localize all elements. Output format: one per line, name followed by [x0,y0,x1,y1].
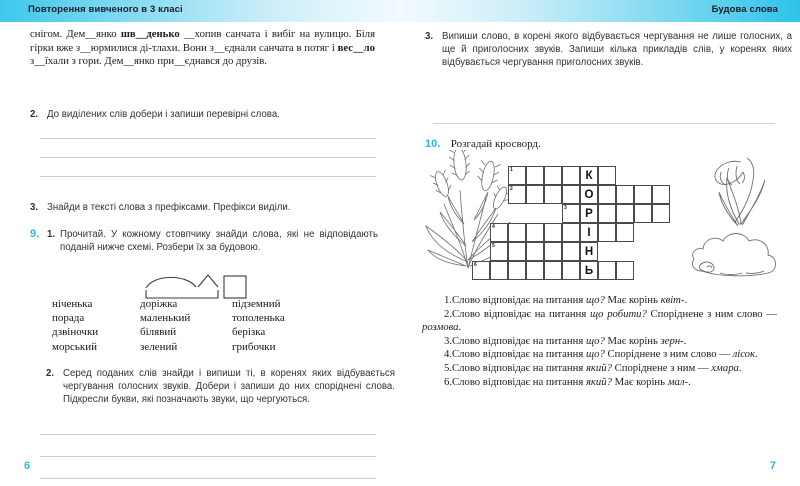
word-columns [52,297,382,354]
word-item: доріжка [140,298,178,310]
task-3-right-number: 3. [425,31,434,42]
crossword-cell[interactable] [562,185,580,204]
task-2-text: До виділених слів добери і запиши перевірні слова. [47,109,280,120]
clue-question: який? [585,361,612,374]
clue-text-before: Слово відповідає на питання [452,307,590,320]
highlighted-word-2: вес__ло [337,41,375,54]
crossword-clue-number: 4 [492,224,495,230]
crossword-key-letter: К [585,169,593,182]
clue-question: що робити? [589,307,647,320]
word-item: маленький [140,312,191,325]
crossword-clue-item [422,335,777,349]
clue-text-after: . [458,321,462,334]
word-column-1 [52,297,140,354]
crossword-clue-number: 6 [474,262,477,268]
crossword-clue-item [422,376,777,390]
clue-number: 5. [444,361,453,374]
crossword-cell[interactable] [562,261,580,280]
crossword-cell[interactable] [598,204,616,223]
answer-line[interactable] [40,478,376,479]
crossword-clue-number: 3 [564,205,567,211]
exercise-9-sub2-number: 2. [46,368,55,379]
answer-line[interactable] [40,176,376,177]
clue-question: що? [585,294,605,306]
crossword-key-letter: Ь [584,264,594,277]
crossword-cell[interactable] [616,261,634,280]
crossword-cell[interactable] [526,242,544,261]
clue-answer: хмара [711,361,739,374]
word-column-2 [140,297,232,354]
clue-answer: зерн- [660,334,684,347]
clue-text-before: Слово відповідає на питання [452,294,586,306]
clue-text-mid: Має корінь [604,334,661,347]
continued-text-part3: __хопив санчата і вибіг на вулицю. Біля гірки вже з__юрмилися ді-тлахи. Вони з__єднали санчата в потяг і [30,28,375,54]
word-item: підземний [232,298,281,310]
crossword-cell[interactable] [544,242,562,261]
task-3-right-text: Випиши слово, в корені якого відбувається чергування не лише голосних, а ще й приголосних звуків. Запиши кілька прикладів слів, у коренях яких відбувається чергування приголосних звуків. [442,31,792,69]
task-2-left [30,108,392,121]
crossword-cell[interactable] [598,223,616,242]
crossword-cell[interactable] [544,223,562,242]
word-item: берізка [232,326,266,339]
word-item: дзвіночки [52,326,99,339]
continued-text-part1: снігом. Дем [30,28,86,40]
clue-text-after: . [683,334,687,347]
clue-text-before: Слово відповідає на питання [452,361,586,374]
exercise-10-title: Розгадай кросворд. [450,138,541,150]
crossword-clue-number: 1 [510,167,513,173]
crossword-key-letter: Р [585,207,593,220]
exercise-9-sub2 [46,367,395,407]
word-item: тополенька [232,312,285,325]
continued-text-part4: з__їхали з гори. Дем__янко при__єднався до друзів. [30,55,267,68]
crossword-cell[interactable] [526,166,544,185]
clue-question: що? [585,334,605,347]
crossword-cell[interactable] [652,204,670,223]
clue-question: що? [585,348,605,361]
crossword-key-letter: Н [584,245,594,258]
crossword-cell[interactable] [616,185,634,204]
word-item: порада [52,312,85,325]
crossword-key-letter: О [584,188,594,201]
word-item: білявий [140,326,177,339]
word-column-3 [232,297,342,354]
crossword-cell[interactable] [634,185,652,204]
answer-lines-task-3-right[interactable] [433,123,775,124]
clue-text-mid: Споріднене з ним слово — [646,307,777,320]
crossword-cell[interactable] [490,223,508,242]
crossword-cell[interactable] [526,261,544,280]
clue-text-after: . [684,294,688,306]
right-page [400,22,800,486]
crossword-cell[interactable] [508,166,526,185]
exercise-9-sub2-text: Серед поданих слів знайди і випиши ті, в коренях яких відбувається чергування голосних звуків. Добери і запиши до них споріднені слова. Підкресли букви, які позначають звуки, що чергуються. [63,368,395,406]
clue-number: 2. [444,307,453,320]
crossword-clue-item [422,294,777,308]
word-item: ніченька [52,298,93,310]
task-2-number: 2. [30,109,39,120]
crossword-clue-item [422,362,777,376]
task-3-number: 3. [30,202,39,213]
crossword-cell[interactable] [616,223,634,242]
word-item: зелений [140,340,178,353]
exercise-9-sub1-text: Прочитай. У кожному стовпчику знайди слова, які не відповідають поданій нижче схемі. Розбери їх за будовою. [60,229,378,254]
clue-answer: квіт- [660,294,685,306]
crossword-cell[interactable] [544,166,562,185]
crossword-grid[interactable] [474,166,728,286]
exercise-10-badge: 10. [425,138,441,150]
page-number-right: 7 [769,460,776,472]
crossword-cell[interactable] [598,166,616,185]
crossword-cell[interactable] [490,261,508,280]
crossword-clue-item [422,308,777,335]
crossword-cell[interactable] [508,242,526,261]
letter-gap-1: __ [85,28,96,40]
answer-lines-task-2[interactable] [40,138,376,177]
crossword-cell[interactable] [526,185,544,204]
task-3-left [30,201,392,214]
crossword-cell[interactable] [598,261,616,280]
clue-text-after: . [755,348,758,361]
clue-text-after: . [688,375,691,388]
crossword-cell[interactable] [508,185,526,204]
word-item: грибочки [232,340,276,353]
clue-text-mid: Споріднене з ним — [611,361,712,374]
clue-answer: мал- [667,375,689,388]
crossword-clue-number: 5 [492,243,495,249]
crossword-cell[interactable] [508,223,526,242]
running-head-right-title: Будова слова [711,4,778,15]
clue-question: який? [585,375,612,388]
clue-text-before: Слово відповідає на питання [452,375,586,388]
running-head-bar [0,0,800,22]
continued-text-part2: янко [96,28,121,40]
crossword-cell[interactable] [634,204,652,223]
crossword-key-letter: І [587,226,591,239]
crossword-cell[interactable] [508,261,526,280]
crossword-cell[interactable] [544,261,562,280]
clue-text-before: Слово відповідає на питання [452,348,586,361]
crossword-cell[interactable] [544,185,562,204]
crossword-cell[interactable] [526,223,544,242]
task-3-text: Знайди в тексті слова з префіксами. Префікси виділи. [47,202,291,213]
clue-text-after: . [738,361,742,374]
crossword-cell[interactable] [472,261,490,280]
clue-text-mid: Споріднене з ним слово — [604,348,733,361]
page-number-left: 6 [24,460,31,472]
left-page [0,22,400,486]
clue-number: 1. [444,294,453,306]
clue-number: 6. [444,375,453,388]
word-item: морський [52,340,97,353]
crossword-cell[interactable] [562,166,580,185]
clue-text-mid: Має корінь [604,294,661,306]
clue-number: 3. [444,334,453,347]
clue-number: 4. [444,348,453,361]
crossword-cell[interactable] [598,185,616,204]
crossword-cell[interactable] [562,242,580,261]
crossword-clue-list [422,294,777,389]
crossword-cell[interactable] [616,204,634,223]
crossword-cell[interactable] [652,185,670,204]
clue-text-mid: Має корінь [611,375,668,388]
clue-answer: розмова [422,321,459,334]
exercise-9 [30,228,378,254]
highlighted-word-1: шв__денько [120,28,180,40]
crossword-clue-item [422,348,777,362]
crossword-cell[interactable] [490,242,508,261]
answer-lines-exercise-9[interactable] [40,434,376,479]
task-3-right [425,30,792,70]
crossword-clue-number: 2 [510,186,513,192]
crossword-cell[interactable] [562,204,580,223]
crossword-cell[interactable] [562,223,580,242]
exercise-9-badge: 9. [30,228,40,240]
continued-paragraph [30,28,375,69]
clue-text-before: Слово відповідає на питання [452,334,586,347]
running-head-left-title: Повторення вивченого в 3 класі [28,4,183,15]
answer-line[interactable] [433,123,775,124]
exercise-9-sub1-number: 1. [47,229,56,240]
clue-answer: лісок [732,348,756,361]
